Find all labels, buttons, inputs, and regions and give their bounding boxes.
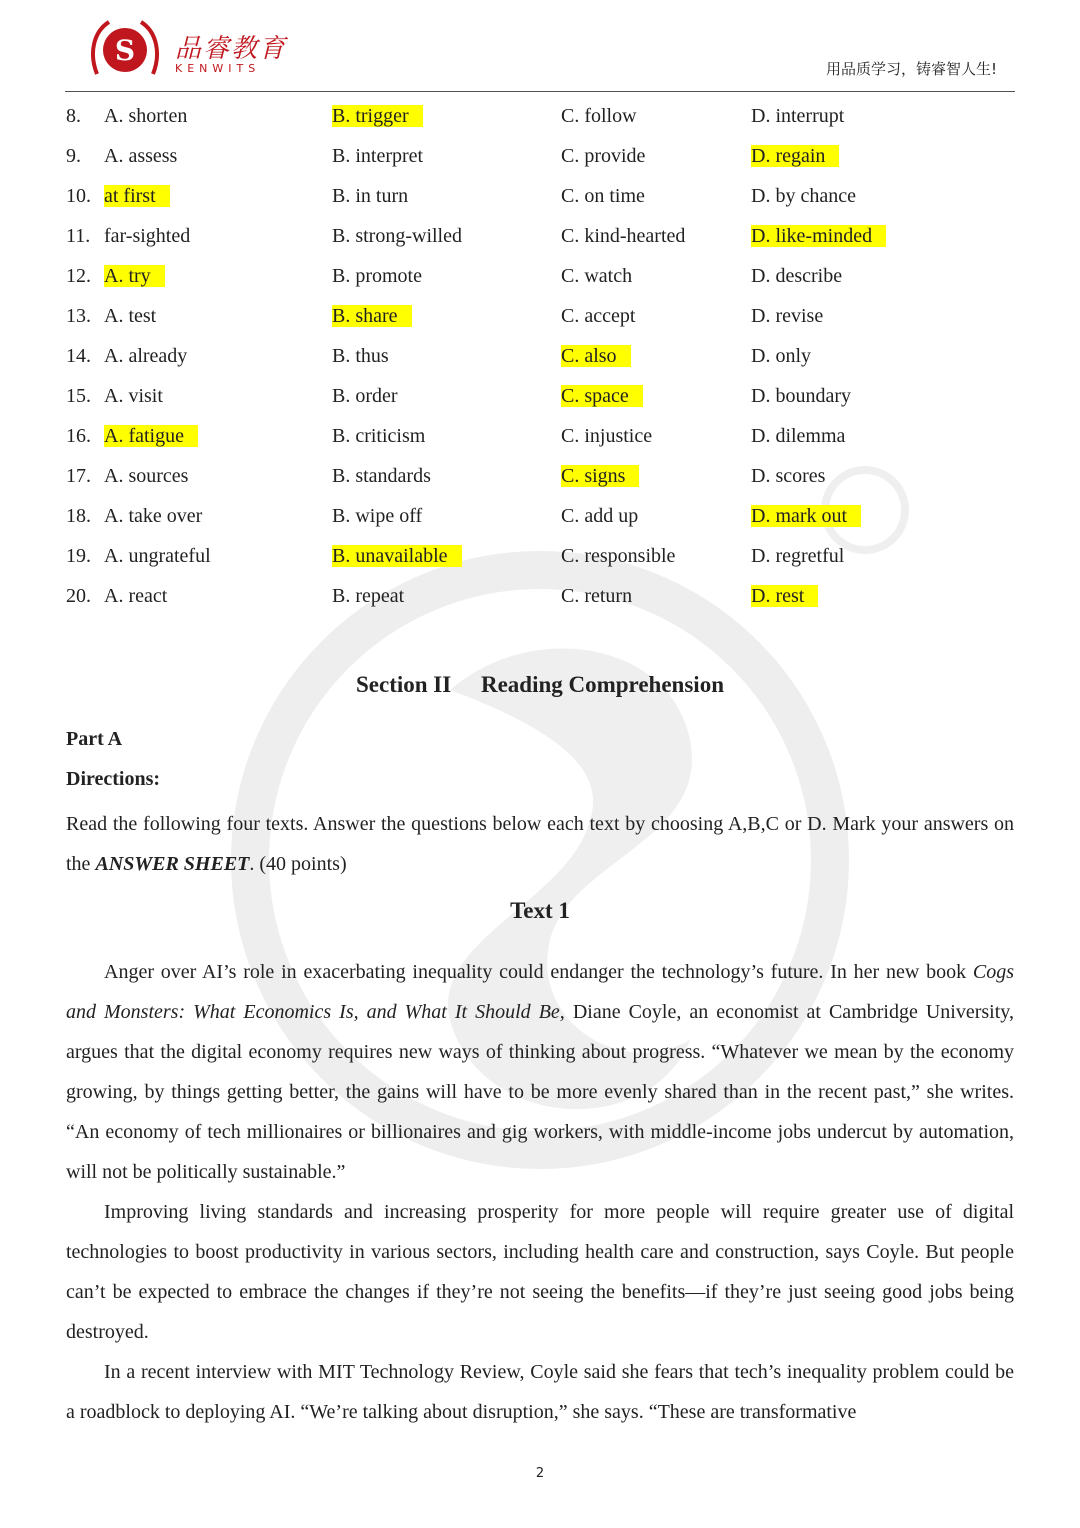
question-number-text: 20. bbox=[66, 585, 91, 607]
option-d bbox=[751, 296, 823, 336]
option-text: D. describe bbox=[751, 265, 843, 287]
question-number-text: 17. bbox=[66, 465, 91, 487]
option-d bbox=[751, 536, 844, 576]
option-text: A. already bbox=[104, 345, 188, 367]
section-label: Section II bbox=[356, 672, 452, 697]
question-number-text: 11. bbox=[66, 225, 91, 247]
option-text: C. space bbox=[561, 385, 643, 407]
option-c bbox=[561, 376, 643, 416]
text1-title: Text 1 bbox=[510, 898, 570, 923]
option-b bbox=[332, 136, 423, 176]
option-b bbox=[332, 416, 425, 456]
page-header bbox=[65, 0, 1015, 92]
answer-sheet-emphasis: ANSWER SHEET bbox=[95, 853, 250, 875]
option-b bbox=[332, 456, 431, 496]
option-a bbox=[104, 336, 187, 376]
question-number-text: 18. bbox=[66, 505, 91, 527]
option-text: D. like-minded bbox=[751, 225, 886, 247]
question-number-text: 12. bbox=[66, 265, 91, 287]
question-number bbox=[66, 296, 91, 336]
question-number-text: 9. bbox=[66, 145, 81, 167]
option-text: D. scores bbox=[751, 465, 826, 487]
option-text: D. mark out bbox=[751, 505, 861, 527]
option-text: D. regain bbox=[751, 145, 839, 167]
option-text: far-sighted bbox=[104, 225, 191, 247]
option-d bbox=[751, 336, 811, 376]
option-text: C. kind-hearted bbox=[561, 225, 686, 247]
option-text: D. boundary bbox=[751, 385, 851, 407]
kenwits-logo-icon bbox=[89, 14, 161, 80]
option-d bbox=[751, 96, 844, 136]
option-b bbox=[332, 576, 404, 616]
option-b bbox=[332, 536, 462, 576]
option-c bbox=[561, 256, 632, 296]
question-number-text: 8. bbox=[66, 105, 81, 127]
option-text: D. rest bbox=[751, 585, 818, 607]
option-a bbox=[104, 576, 167, 616]
option-text: B. wipe off bbox=[332, 505, 423, 527]
option-text: C. watch bbox=[561, 265, 633, 287]
answer-row bbox=[0, 216, 1080, 256]
option-text: B. promote bbox=[332, 265, 422, 287]
directions-after: . (40 points) bbox=[249, 853, 347, 875]
option-text: A. shorten bbox=[104, 105, 188, 127]
option-a bbox=[104, 376, 163, 416]
option-d bbox=[751, 456, 825, 496]
option-text: B. unavailable bbox=[332, 545, 462, 567]
text1-paragraph-2: Improving living standards and increasing prosperity for more people will require greater use of digital technologies to boost productivity in various sectors, including health care and construction, says Coyle. But people can’t be expected to embrace the changes if they’re not seeing the benefits—if they’re just seeing good jobs being destroyed. bbox=[66, 1201, 1014, 1343]
answer-row bbox=[0, 136, 1080, 176]
option-c bbox=[561, 456, 639, 496]
option-text: A. react bbox=[104, 585, 168, 607]
directions-label: Directions: bbox=[66, 768, 161, 790]
option-b bbox=[332, 336, 389, 376]
option-a bbox=[104, 496, 202, 536]
part-label: Part A bbox=[66, 728, 123, 750]
option-text: C. on time bbox=[561, 185, 645, 207]
question-number bbox=[66, 376, 91, 416]
option-text: D. interrupt bbox=[751, 105, 845, 127]
option-d bbox=[751, 216, 886, 256]
option-text: B. criticism bbox=[332, 425, 426, 447]
question-number bbox=[66, 96, 81, 136]
option-a bbox=[104, 176, 170, 216]
option-a bbox=[104, 256, 165, 296]
option-a bbox=[104, 216, 190, 256]
option-b bbox=[332, 256, 422, 296]
option-b bbox=[332, 176, 408, 216]
answer-row bbox=[0, 536, 1080, 576]
question-number-text: 14. bbox=[66, 345, 91, 367]
option-a bbox=[104, 136, 177, 176]
option-a bbox=[104, 536, 211, 576]
option-d bbox=[751, 176, 856, 216]
option-text: A. test bbox=[104, 305, 157, 327]
option-a bbox=[104, 456, 188, 496]
option-text: C. follow bbox=[561, 105, 637, 127]
brand-name-chinese: 品睿教育 bbox=[175, 34, 288, 64]
option-d bbox=[751, 376, 851, 416]
option-text: D. revise bbox=[751, 305, 824, 327]
option-text: A. sources bbox=[104, 465, 189, 487]
option-c bbox=[561, 576, 632, 616]
question-number bbox=[66, 576, 91, 616]
option-d bbox=[751, 416, 845, 456]
text1-paragraph-1 bbox=[66, 952, 1014, 1192]
option-c bbox=[561, 296, 635, 336]
option-b bbox=[332, 216, 462, 256]
option-text: B. share bbox=[332, 305, 412, 327]
option-text: D. by chance bbox=[751, 185, 856, 207]
option-text: at first bbox=[104, 185, 170, 207]
option-text: C. signs bbox=[561, 465, 639, 487]
answer-row bbox=[0, 576, 1080, 616]
question-number bbox=[66, 416, 91, 456]
option-text: C. accept bbox=[561, 305, 636, 327]
option-text: A. try bbox=[104, 265, 165, 287]
option-c bbox=[561, 176, 645, 216]
option-text: D. regretful bbox=[751, 545, 845, 567]
question-number bbox=[66, 456, 91, 496]
option-text: D. dilemma bbox=[751, 425, 846, 447]
option-text: A. take over bbox=[104, 505, 203, 527]
header-slogan: 用品质学习，铸睿智人生! bbox=[825, 60, 997, 78]
question-number-text: 16. bbox=[66, 425, 91, 447]
question-number-text: 10. bbox=[66, 185, 91, 207]
option-c bbox=[561, 96, 637, 136]
section-title: Reading Comprehension bbox=[480, 672, 724, 697]
option-c bbox=[561, 496, 638, 536]
question-number bbox=[66, 536, 91, 576]
question-number bbox=[66, 216, 90, 256]
answer-row bbox=[0, 256, 1080, 296]
option-text: C. responsible bbox=[561, 545, 676, 567]
option-text: A. ungrateful bbox=[104, 545, 211, 567]
answer-row bbox=[0, 416, 1080, 456]
option-a bbox=[104, 296, 156, 336]
answer-row bbox=[0, 496, 1080, 536]
answer-row bbox=[0, 456, 1080, 496]
question-number bbox=[66, 256, 91, 296]
directions-before: Read the following four texts. Answer the questions below each text by choosing A,B,C or D. Mark your answers on the bbox=[66, 813, 1014, 875]
answer-row bbox=[0, 176, 1080, 216]
option-a bbox=[104, 96, 187, 136]
option-d bbox=[751, 576, 818, 616]
directions-text bbox=[66, 804, 1014, 884]
option-text: B. repeat bbox=[332, 585, 405, 607]
option-c bbox=[561, 136, 645, 176]
option-c bbox=[561, 336, 631, 376]
option-b bbox=[332, 376, 398, 416]
option-text: C. provide bbox=[561, 145, 646, 167]
option-d bbox=[751, 496, 861, 536]
option-text: C. return bbox=[561, 585, 633, 607]
option-text: B. order bbox=[332, 385, 398, 407]
answer-row bbox=[0, 336, 1080, 376]
book-title: Cogs and Monsters: What Economics Is, and What It Should Be, bbox=[66, 961, 1014, 1023]
option-text: B. standards bbox=[332, 465, 431, 487]
text1-paragraph-3: In a recent interview with MIT Technology Review, Coyle said she fears that tech’s inequality problem could be a roadblock to deploying AI. “We’re talking about disruption,” she says. “These are transformative bbox=[66, 1361, 1014, 1423]
svg-text:S: S bbox=[114, 34, 136, 67]
answer-row bbox=[0, 376, 1080, 416]
answer-row bbox=[0, 96, 1080, 136]
option-b bbox=[332, 496, 422, 536]
question-number-text: 15. bbox=[66, 385, 91, 407]
option-b bbox=[332, 296, 412, 336]
option-text: B. in turn bbox=[332, 185, 409, 207]
option-c bbox=[561, 536, 675, 576]
option-d bbox=[751, 256, 842, 296]
option-d bbox=[751, 136, 839, 176]
question-number bbox=[66, 496, 91, 536]
question-number bbox=[66, 176, 91, 216]
brand-name-english: KENWITS bbox=[175, 62, 261, 75]
option-text: C. also bbox=[561, 345, 631, 367]
option-b bbox=[332, 96, 423, 136]
option-text: A. assess bbox=[104, 145, 178, 167]
option-text: C. injustice bbox=[561, 425, 653, 447]
option-c bbox=[561, 216, 685, 256]
option-text: B. interpret bbox=[332, 145, 424, 167]
option-c bbox=[561, 416, 652, 456]
page-number: 2 bbox=[535, 1466, 545, 1481]
question-number-text: 19. bbox=[66, 545, 91, 567]
section-heading bbox=[0, 672, 1080, 698]
answer-row bbox=[0, 296, 1080, 336]
option-a bbox=[104, 416, 198, 456]
option-text: B. thus bbox=[332, 345, 389, 367]
p1-start: Anger over AI’s role in exacerbating inequality could endanger the technology’s future. In her new book bbox=[104, 961, 973, 983]
p1-rest: Diane Coyle, an economist at Cambridge University, argues that the digital economy requires new ways of thinking about progress. “Whatever we mean by the economy growing, by things getting better, the gains will have to be more evenly shared than in the recent past,” she writes. “An economy of tech millionaires or billionaires and gig workers, with middle-income jobs undercut by automation, will not be politically sustainable.” bbox=[66, 1001, 1014, 1183]
question-number bbox=[66, 136, 81, 176]
option-text: A. visit bbox=[104, 385, 163, 407]
option-text: D. only bbox=[751, 345, 811, 367]
option-text: B. trigger bbox=[332, 105, 423, 127]
question-number bbox=[66, 336, 91, 376]
option-text: A. fatigue bbox=[104, 425, 198, 447]
option-text: C. add up bbox=[561, 505, 639, 527]
question-number-text: 13. bbox=[66, 305, 91, 327]
option-text: B. strong-willed bbox=[332, 225, 462, 247]
